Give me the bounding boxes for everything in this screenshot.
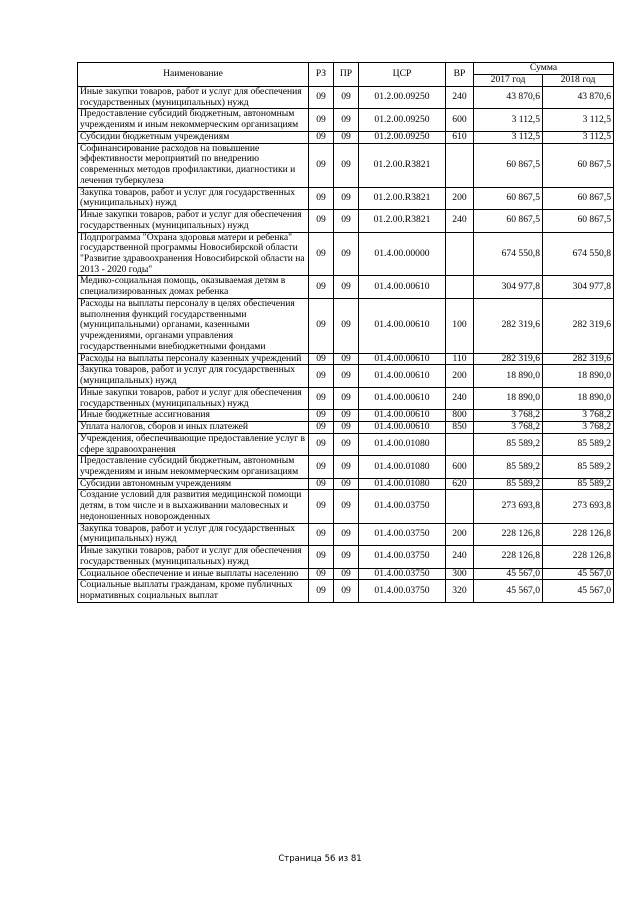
- table-row: [78, 365, 614, 387]
- row-csr: 01.2.00.09250: [359, 109, 446, 131]
- row-name: Уплата налогов, сборов и иных платежей: [78, 422, 309, 434]
- row-csr: 01.2.00.R3821: [359, 143, 446, 187]
- row-pr: 09: [334, 422, 359, 434]
- table-row: [78, 353, 614, 365]
- row-sum-2018: 45 567,0: [543, 568, 614, 580]
- row-name: Иные закупки товаров, работ и услуг для обеспечения государственных (муниципальных) нужд: [78, 87, 309, 109]
- row-sum-2018: 674 550,8: [543, 232, 614, 276]
- row-sum-2017: 282 319,6: [474, 353, 543, 365]
- row-sum-2017: 60 867,5: [474, 143, 543, 187]
- table-row: [78, 387, 614, 409]
- row-rz: 09: [309, 456, 334, 478]
- row-pr: 09: [334, 131, 359, 143]
- row-sum-2017: 43 870,6: [474, 87, 543, 109]
- row-vr: 200: [446, 187, 474, 209]
- col-header-sum: Сумма: [474, 63, 614, 75]
- row-name: Иные бюджетные ассигнования: [78, 410, 309, 422]
- row-sum-2018: 85 589,2: [543, 456, 614, 478]
- row-csr: 01.2.00.R3821: [359, 210, 446, 232]
- row-pr: 09: [334, 276, 359, 298]
- row-rz: 09: [309, 87, 334, 109]
- row-vr: 620: [446, 478, 474, 490]
- row-name: Подпрограмма "Охрана здоровья матери и ребенка" государственной программы Новосибирской области "Развитие здравоохранения Новосибирской области на 2013 - 2020 годы": [78, 232, 309, 276]
- row-sum-2018: 3 112,5: [543, 131, 614, 143]
- row-rz: 09: [309, 365, 334, 387]
- row-vr: [446, 490, 474, 523]
- row-rz: 09: [309, 490, 334, 523]
- row-sum-2018: 273 693,8: [543, 490, 614, 523]
- row-csr: 01.4.00.03750: [359, 546, 446, 568]
- row-pr: 09: [334, 478, 359, 490]
- row-sum-2018: 3 768,2: [543, 422, 614, 434]
- row-pr: 09: [334, 410, 359, 422]
- row-sum-2017: 85 589,2: [474, 456, 543, 478]
- table-row: [78, 478, 614, 490]
- row-pr: 09: [334, 187, 359, 209]
- row-sum-2018: 85 589,2: [543, 433, 614, 455]
- row-sum-2017: 18 890,0: [474, 365, 543, 387]
- row-pr: 09: [334, 580, 359, 602]
- table-row: [78, 546, 614, 568]
- row-name: Расходы на выплаты персоналу казенных учреждений: [78, 353, 309, 365]
- row-vr: [446, 433, 474, 455]
- col-header-2018: 2018 год: [543, 75, 614, 87]
- row-sum-2017: 228 126,8: [474, 523, 543, 545]
- row-sum-2017: 45 567,0: [474, 568, 543, 580]
- row-rz: 09: [309, 298, 334, 353]
- row-rz: 09: [309, 109, 334, 131]
- row-vr: 110: [446, 353, 474, 365]
- table-row: [78, 456, 614, 478]
- row-csr: 01.4.00.03750: [359, 490, 446, 523]
- row-pr: 09: [334, 87, 359, 109]
- col-header-rz: РЗ: [309, 63, 334, 87]
- row-rz: 09: [309, 232, 334, 276]
- row-name: Социальное обеспечение и иные выплаты населению: [78, 568, 309, 580]
- table-row: [78, 422, 614, 434]
- row-name: Медико-социальная помощь, оказываемая детям в специализированных домах ребенка: [78, 276, 309, 298]
- row-csr: 01.4.00.01080: [359, 456, 446, 478]
- row-rz: 09: [309, 523, 334, 545]
- row-sum-2017: 45 567,0: [474, 580, 543, 602]
- col-header-name: Наименование: [78, 63, 309, 87]
- row-csr: 01.4.00.03750: [359, 568, 446, 580]
- table-row: [78, 298, 614, 353]
- table-row: [78, 210, 614, 232]
- col-header-vr: ВР: [446, 63, 474, 87]
- row-name: Учреждения, обеспечивающие предоставление услуг в сфере здравоохранения: [78, 433, 309, 455]
- row-rz: 09: [309, 276, 334, 298]
- row-csr: 01.4.00.03750: [359, 523, 446, 545]
- row-rz: 09: [309, 353, 334, 365]
- row-pr: 09: [334, 210, 359, 232]
- col-header-2017: 2017 год: [474, 75, 543, 87]
- row-rz: 09: [309, 568, 334, 580]
- row-pr: 09: [334, 523, 359, 545]
- row-vr: 200: [446, 365, 474, 387]
- row-rz: 09: [309, 422, 334, 434]
- table-row: [78, 131, 614, 143]
- row-sum-2018: 85 589,2: [543, 478, 614, 490]
- row-pr: 09: [334, 365, 359, 387]
- row-sum-2018: 45 567,0: [543, 580, 614, 602]
- row-rz: 09: [309, 387, 334, 409]
- row-rz: 09: [309, 131, 334, 143]
- table-row: [78, 187, 614, 209]
- row-csr: 01.2.00.09250: [359, 131, 446, 143]
- row-csr: 01.2.00.R3821: [359, 187, 446, 209]
- row-name: Закупка товаров, работ и услуг для государственных (муниципальных) нужд: [78, 365, 309, 387]
- row-sum-2018: 60 867,5: [543, 187, 614, 209]
- table-row: [78, 232, 614, 276]
- row-pr: 09: [334, 143, 359, 187]
- table-row: [78, 568, 614, 580]
- row-sum-2017: 304 977,8: [474, 276, 543, 298]
- row-sum-2017: 273 693,8: [474, 490, 543, 523]
- row-name: Расходы на выплаты персоналу в целях обеспечения выполнения функций государственными (муниципальными) органами, казенными учреждениями, органами управления государственными внебюджетными фондами: [78, 298, 309, 353]
- row-vr: 200: [446, 523, 474, 545]
- row-csr: 01.4.00.00610: [359, 387, 446, 409]
- row-pr: 09: [334, 490, 359, 523]
- table-row: [78, 490, 614, 523]
- row-sum-2018: 3 112,5: [543, 109, 614, 131]
- row-name: Закупка товаров, работ и услуг для государственных (муниципальных) нужд: [78, 187, 309, 209]
- row-vr: 240: [446, 87, 474, 109]
- row-csr: 01.4.00.00610: [359, 410, 446, 422]
- row-vr: 240: [446, 210, 474, 232]
- row-pr: 09: [334, 232, 359, 276]
- row-sum-2017: 3 112,5: [474, 109, 543, 131]
- row-pr: 09: [334, 353, 359, 365]
- row-csr: 01.4.00.01080: [359, 433, 446, 455]
- row-csr: 01.4.00.00610: [359, 276, 446, 298]
- row-vr: 300: [446, 568, 474, 580]
- row-sum-2018: 282 319,6: [543, 353, 614, 365]
- row-csr: 01.4.00.00610: [359, 298, 446, 353]
- row-vr: [446, 276, 474, 298]
- col-header-pr: ПР: [334, 63, 359, 87]
- row-rz: 09: [309, 143, 334, 187]
- row-sum-2018: 3 768,2: [543, 410, 614, 422]
- row-csr: 01.2.00.09250: [359, 87, 446, 109]
- table-row: [78, 410, 614, 422]
- table-row: [78, 523, 614, 545]
- row-sum-2018: 304 977,8: [543, 276, 614, 298]
- row-vr: 100: [446, 298, 474, 353]
- row-name: Социальные выплаты гражданам, кроме публичных нормативных социальных выплат: [78, 580, 309, 602]
- row-rz: 09: [309, 410, 334, 422]
- row-pr: 09: [334, 433, 359, 455]
- row-name: Субсидии автономным учреждениям: [78, 478, 309, 490]
- row-sum-2017: 60 867,5: [474, 187, 543, 209]
- row-sum-2017: 282 319,6: [474, 298, 543, 353]
- row-rz: 09: [309, 187, 334, 209]
- row-vr: 320: [446, 580, 474, 602]
- row-vr: 240: [446, 546, 474, 568]
- table-row: [78, 143, 614, 187]
- row-csr: 01.4.00.00610: [359, 365, 446, 387]
- row-vr: 850: [446, 422, 474, 434]
- col-header-csr: ЦСР: [359, 63, 446, 87]
- row-rz: 09: [309, 210, 334, 232]
- row-csr: 01.4.00.00610: [359, 353, 446, 365]
- row-vr: 240: [446, 387, 474, 409]
- budget-table: [77, 62, 614, 603]
- row-sum-2017: 18 890,0: [474, 387, 543, 409]
- row-vr: 610: [446, 131, 474, 143]
- row-name: Создание условий для развития медицинской помощи детям, в том числе и в выхаживании маловесных и недоношенных новорожденных: [78, 490, 309, 523]
- row-sum-2017: 3 112,5: [474, 131, 543, 143]
- row-rz: 09: [309, 580, 334, 602]
- row-sum-2017: 674 550,8: [474, 232, 543, 276]
- row-sum-2017: 3 768,2: [474, 422, 543, 434]
- row-pr: 09: [334, 109, 359, 131]
- row-sum-2017: 228 126,8: [474, 546, 543, 568]
- page-number: Страница 56 из 81: [278, 854, 362, 864]
- row-name: Предоставление субсидий бюджетным, автономным учреждениям и иным некоммерческим организациям: [78, 456, 309, 478]
- row-sum-2017: 85 589,2: [474, 433, 543, 455]
- row-rz: 09: [309, 433, 334, 455]
- row-sum-2018: 18 890,0: [543, 387, 614, 409]
- row-name: Софинансирование расходов на повышение эффективности мероприятий по внедрению современных методов профилактики, диагностики и лечения туберкулеза: [78, 143, 309, 187]
- row-vr: 600: [446, 109, 474, 131]
- row-name: Иные закупки товаров, работ и услуг для обеспечения государственных (муниципальных) нужд: [78, 210, 309, 232]
- row-sum-2017: 60 867,5: [474, 210, 543, 232]
- row-pr: 09: [334, 568, 359, 580]
- row-sum-2018: 60 867,5: [543, 143, 614, 187]
- table-row: [78, 433, 614, 455]
- row-pr: 09: [334, 298, 359, 353]
- row-csr: 01.4.00.03750: [359, 580, 446, 602]
- row-csr: 01.4.00.00610: [359, 422, 446, 434]
- row-rz: 09: [309, 546, 334, 568]
- row-name: Субсидии бюджетным учреждениям: [78, 131, 309, 143]
- row-sum-2018: 228 126,8: [543, 523, 614, 545]
- row-sum-2018: 282 319,6: [543, 298, 614, 353]
- row-csr: 01.4.00.01080: [359, 478, 446, 490]
- row-sum-2018: 43 870,6: [543, 87, 614, 109]
- row-sum-2018: 228 126,8: [543, 546, 614, 568]
- row-vr: 800: [446, 410, 474, 422]
- row-vr: [446, 232, 474, 276]
- row-rz: 09: [309, 478, 334, 490]
- row-vr: 600: [446, 456, 474, 478]
- row-pr: 09: [334, 456, 359, 478]
- row-sum-2018: 60 867,5: [543, 210, 614, 232]
- table-row: [78, 109, 614, 131]
- row-sum-2017: 85 589,2: [474, 478, 543, 490]
- row-name: Иные закупки товаров, работ и услуг для обеспечения государственных (муниципальных) нужд: [78, 387, 309, 409]
- row-pr: 09: [334, 546, 359, 568]
- row-vr: [446, 143, 474, 187]
- table-body: [78, 87, 614, 603]
- row-pr: 09: [334, 387, 359, 409]
- table-row: [78, 580, 614, 602]
- row-csr: 01.4.00.00000: [359, 232, 446, 276]
- row-sum-2017: 3 768,2: [474, 410, 543, 422]
- table-row: [78, 276, 614, 298]
- row-name: Иные закупки товаров, работ и услуг для обеспечения государственных (муниципальных) нужд: [78, 546, 309, 568]
- row-name: Закупка товаров, работ и услуг для государственных (муниципальных) нужд: [78, 523, 309, 545]
- row-name: Предоставление субсидий бюджетным, автономным учреждениям и иным некоммерческим организациям: [78, 109, 309, 131]
- table-row: [78, 87, 614, 109]
- row-sum-2018: 18 890,0: [543, 365, 614, 387]
